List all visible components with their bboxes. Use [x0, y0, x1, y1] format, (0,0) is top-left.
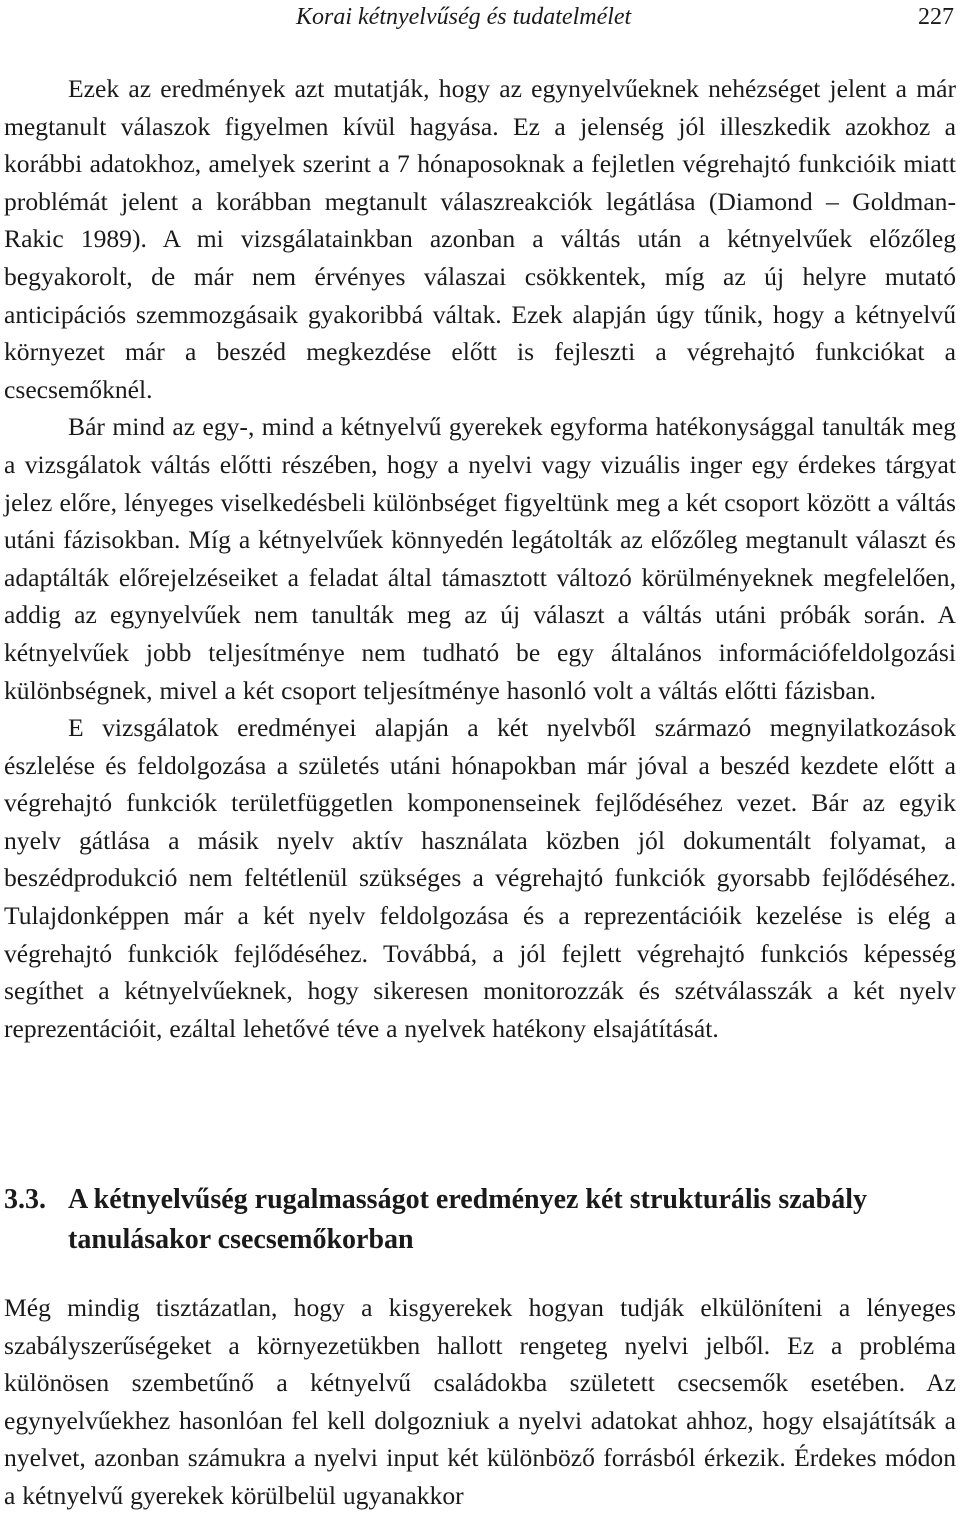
section-heading [4, 1180, 956, 1260]
paragraph: Bár mind az egy-, mind a kétnyelvű gyerekek egyforma hatékonysággal tanulták meg a vizsgálatok váltás előtti részében, hogy a nyelvi vagy vizuális inger egy érdekes tárgyat jelez előre, lényeges viselkedésbeli különbséget figyeltünk meg a két csoport között a váltás utáni fázisokban. Míg a kétnyelvűek könnyedén legátolták az előzőleg megtanult választ és adaptálták előrejelzéseiket a feladat által támasztott változó körülményeknek megfelelően, addig az egynyelvűek nem tanulták meg az új választ a váltás utáni próbák során. A kétnyelvűek jobb teljesítménye nem tudható be egy általános információfeldolgozási különbségnek, mivel a két csoport teljesítménye hasonló volt a váltás előtti fázisban. [4, 412, 956, 705]
page-number: 227 [918, 4, 954, 30]
paragraph: Ezek az eredmények azt mutatják, hogy az egynyelvűeknek nehézséget jelent a már megtanult válaszok figyelmen kívül hagyása. Ez a jelenség jól illeszkedik azokhoz a korábbi adatokhoz, amelyek szerint a 7 hónaposoknak a fejletlen végrehajtó funkcióik miatt problémát jelent a korábban megtanult válaszreakciók legátlása (Diamond – Goldman-Rakic 1989). A mi vizsgálatainkban azonban a váltás után a kétnyelvűek előzőleg begyakorolt, de már nem érvényes válaszai csökkentek, míg az új helyre mutató anticipációs szemmozgásaik gyakoribbá váltak. Ezek alapján úgy tűnik, hogy a kétnyelvű környezet már a beszéd megkezdése előtt is fejleszti a végrehajtó funkciókat a csecsemőknél. [4, 74, 956, 404]
body-text [4, 70, 956, 1047]
running-title: Korai kétnyelvűség és tudatelmélet [296, 4, 632, 30]
paragraph: Még mindig tisztázatlan, hogy a kisgyerekek hogyan tudják elkülöníteni a lényeges szabályszerűségeket a környezetükben hallott rengeteg nyelvi jelből. Ez a probléma különösen szembetűnő a kétnyelvű családokba született csecsemők esetében. Az egynyelvűekhez hasonlóan fel kell dolgozniuk a nyelvi adatokat ahhoz, hogy elsajátítsák a nyelvet, azonban számukra a nyelvi input két különböző forrásból érkezik. Érdekes módon a kétnyelvű gyerekek körülbelül ugyanakkor [4, 1293, 956, 1510]
running-header [0, 0, 960, 34]
paragraph: E vizsgálatok eredményei alapján a két nyelvből származó megnyilatkozások észlelése és feldolgozása a születés utáni hónapokban már jóval a beszéd kezdete előtt a végrehajtó funkciók területfüggetlen komponenseinek fejlődéséhez vezet. Bár az egyik nyelv gátlása a másik nyelv aktív használata közben jól dokumentált folyamat, a beszédprodukció nem feltétlenül szükséges a végrehajtó funkciók gyorsabb fejlődéséhez. Tulajdonképpen már a két nyelv feldolgozása és a reprezentációik kezelése is elég a végrehajtó funkciók fejlődéséhez. Továbbá, a jól fejlett végrehajtó funkciós képesség segíthet a kétnyelvűeknek, hogy sikeresen monitorozzák és szétválasszák a két nyelv reprezentációit, ezáltal lehetővé téve a nyelvek hatékony elsajátítását. [4, 713, 956, 1043]
section-body-text [4, 1289, 956, 1515]
section-title: A kétnyelvűség rugalmasságot eredményez két strukturális szabály tanulásakor csecsemőkorban [68, 1184, 867, 1255]
section-number: 3.3. [4, 1184, 46, 1215]
